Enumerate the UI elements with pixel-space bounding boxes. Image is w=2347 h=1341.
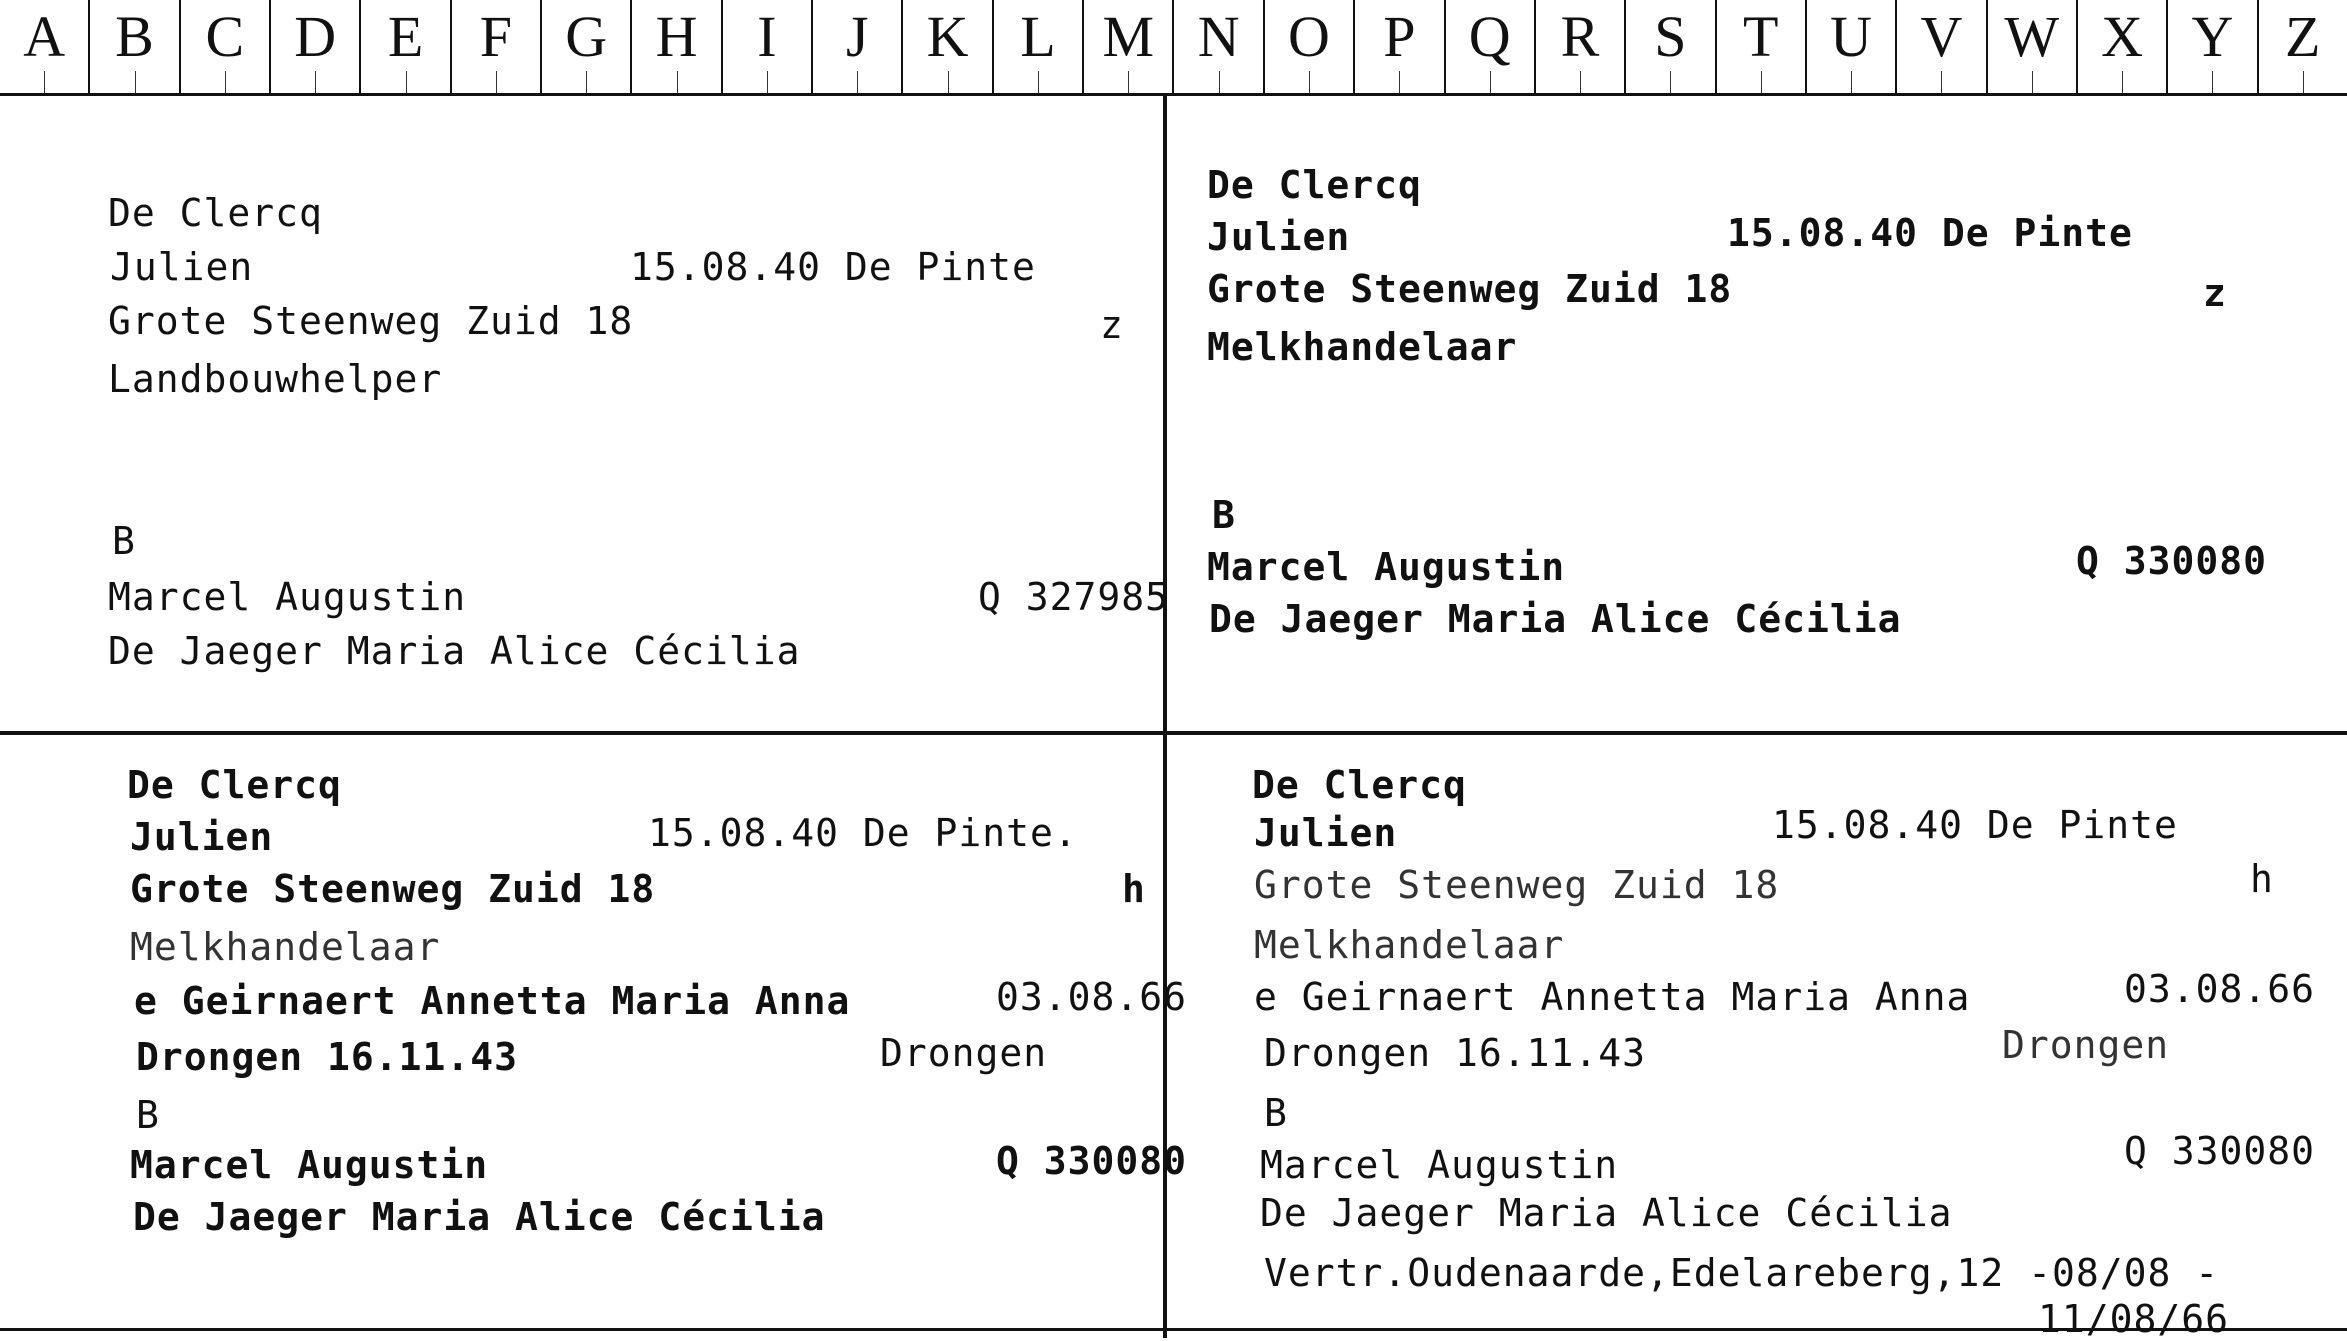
card-spouse: e Geirnaert Annetta Maria Anna (134, 979, 851, 1023)
card-birth: 15.08.40 De Pinte (1772, 803, 2178, 847)
card-code: h (2250, 857, 2274, 901)
card-section: B (1264, 1091, 1288, 1135)
card-departure-date: 11/08/66 (2038, 1297, 2230, 1341)
card-birth: 15.08.40 De Pinte (1727, 211, 2133, 255)
card-father: Marcel Augustin (130, 1143, 489, 1187)
card-mother: De Jaeger Maria Alice Cécilia (1260, 1191, 1953, 1235)
card-departure: Vertr.Oudenaarde,Edelareberg,12 -08/08 - (1264, 1251, 2220, 1295)
card-given-name: Julien (1207, 215, 1351, 259)
card-address: Grote Steenweg Zuid 18 (108, 299, 634, 343)
index-letter-x: X (2078, 0, 2168, 93)
card-occupation: Melkhandelaar (1207, 325, 1518, 369)
card-spouse-birth: Drongen 16.11.43 (1264, 1031, 1647, 1075)
card-surname: De Clercq (1252, 763, 1467, 807)
index-letter-c: C (181, 0, 271, 93)
card-section: B (1212, 493, 1236, 537)
card-address: Grote Steenweg Zuid 18 (1254, 863, 1780, 907)
card-father: Marcel Augustin (1260, 1143, 1619, 1187)
index-letter-a: A (0, 0, 90, 93)
card-surname: De Clercq (108, 191, 323, 235)
index-letter-f: F (452, 0, 542, 93)
card-marriage-date: 03.08.66 (996, 975, 1188, 1019)
card-father: Marcel Augustin (108, 575, 467, 619)
card-code: z (2203, 271, 2227, 315)
card-number: Q 330080 (2124, 1129, 2316, 1173)
index-letter-i: I (723, 0, 813, 93)
card-spouse: e Geirnaert Annetta Maria Anna (1254, 975, 1971, 1019)
index-letter-g: G (542, 0, 632, 93)
index-letter-d: D (271, 0, 361, 93)
card-section: B (136, 1093, 160, 1137)
card-given-name: Julien (110, 245, 254, 289)
index-letter-z: Z (2259, 0, 2347, 93)
card-surname: De Clercq (1207, 163, 1422, 207)
index-letter-u: U (1807, 0, 1897, 93)
card-code: z (1100, 303, 1124, 347)
index-letter-j: J (813, 0, 903, 93)
index-letter-o: O (1265, 0, 1355, 93)
card-spouse-birth: Drongen 16.11.43 (136, 1035, 519, 1079)
alphabet-index (0, 0, 2347, 96)
card-father: Marcel Augustin (1207, 545, 1566, 589)
card-birth: 15.08.40 De Pinte (630, 245, 1036, 289)
index-letter-t: T (1717, 0, 1807, 93)
index-letter-w: W (1988, 0, 2078, 93)
card-marriage-place: Drongen (2002, 1023, 2170, 1067)
index-letter-q: Q (1446, 0, 1536, 93)
index-letter-b: B (90, 0, 180, 93)
index-letter-v: V (1897, 0, 1987, 93)
index-letter-l: L (994, 0, 1084, 93)
card-address: Grote Steenweg Zuid 18 (1207, 267, 1733, 311)
card-number: Q 330080 (996, 1139, 1188, 1183)
card-code: h (1122, 867, 1146, 911)
index-letter-p: P (1355, 0, 1445, 93)
index-letter-k: K (903, 0, 993, 93)
card-occupation: Landbouwhelper (108, 357, 443, 401)
index-letter-e: E (361, 0, 451, 93)
index-letter-h: H (632, 0, 722, 93)
card-given-name: Julien (130, 815, 274, 859)
index-letter-y: Y (2168, 0, 2258, 93)
card-birth: 15.08.40 De Pinte. (648, 811, 1078, 855)
card-mother: De Jaeger Maria Alice Cécilia (1209, 597, 1902, 641)
card-section: B (112, 519, 136, 563)
card-bottom-edge (0, 1328, 2347, 1331)
card-mother: De Jaeger Maria Alice Cécilia (133, 1195, 826, 1239)
card-occupation: Melkhandelaar (130, 925, 441, 969)
index-letter-r: R (1536, 0, 1626, 93)
card-number: Q 330080 (2076, 539, 2268, 583)
card-address: Grote Steenweg Zuid 18 (130, 867, 656, 911)
index-letter-m: M (1084, 0, 1174, 93)
card-divider-horizontal (0, 731, 2347, 735)
card-marriage-place: Drongen (880, 1031, 1048, 1075)
index-letter-n: N (1174, 0, 1264, 93)
card-number: Q 327985 (978, 575, 1170, 619)
card-marriage-date: 03.08.66 (2124, 967, 2316, 1011)
card-given-name: Julien (1254, 811, 1398, 855)
index-letter-s: S (1626, 0, 1716, 93)
card-mother: De Jaeger Maria Alice Cécilia (108, 629, 801, 673)
card-occupation: Melkhandelaar (1254, 923, 1565, 967)
card-surname: De Clercq (127, 763, 342, 807)
